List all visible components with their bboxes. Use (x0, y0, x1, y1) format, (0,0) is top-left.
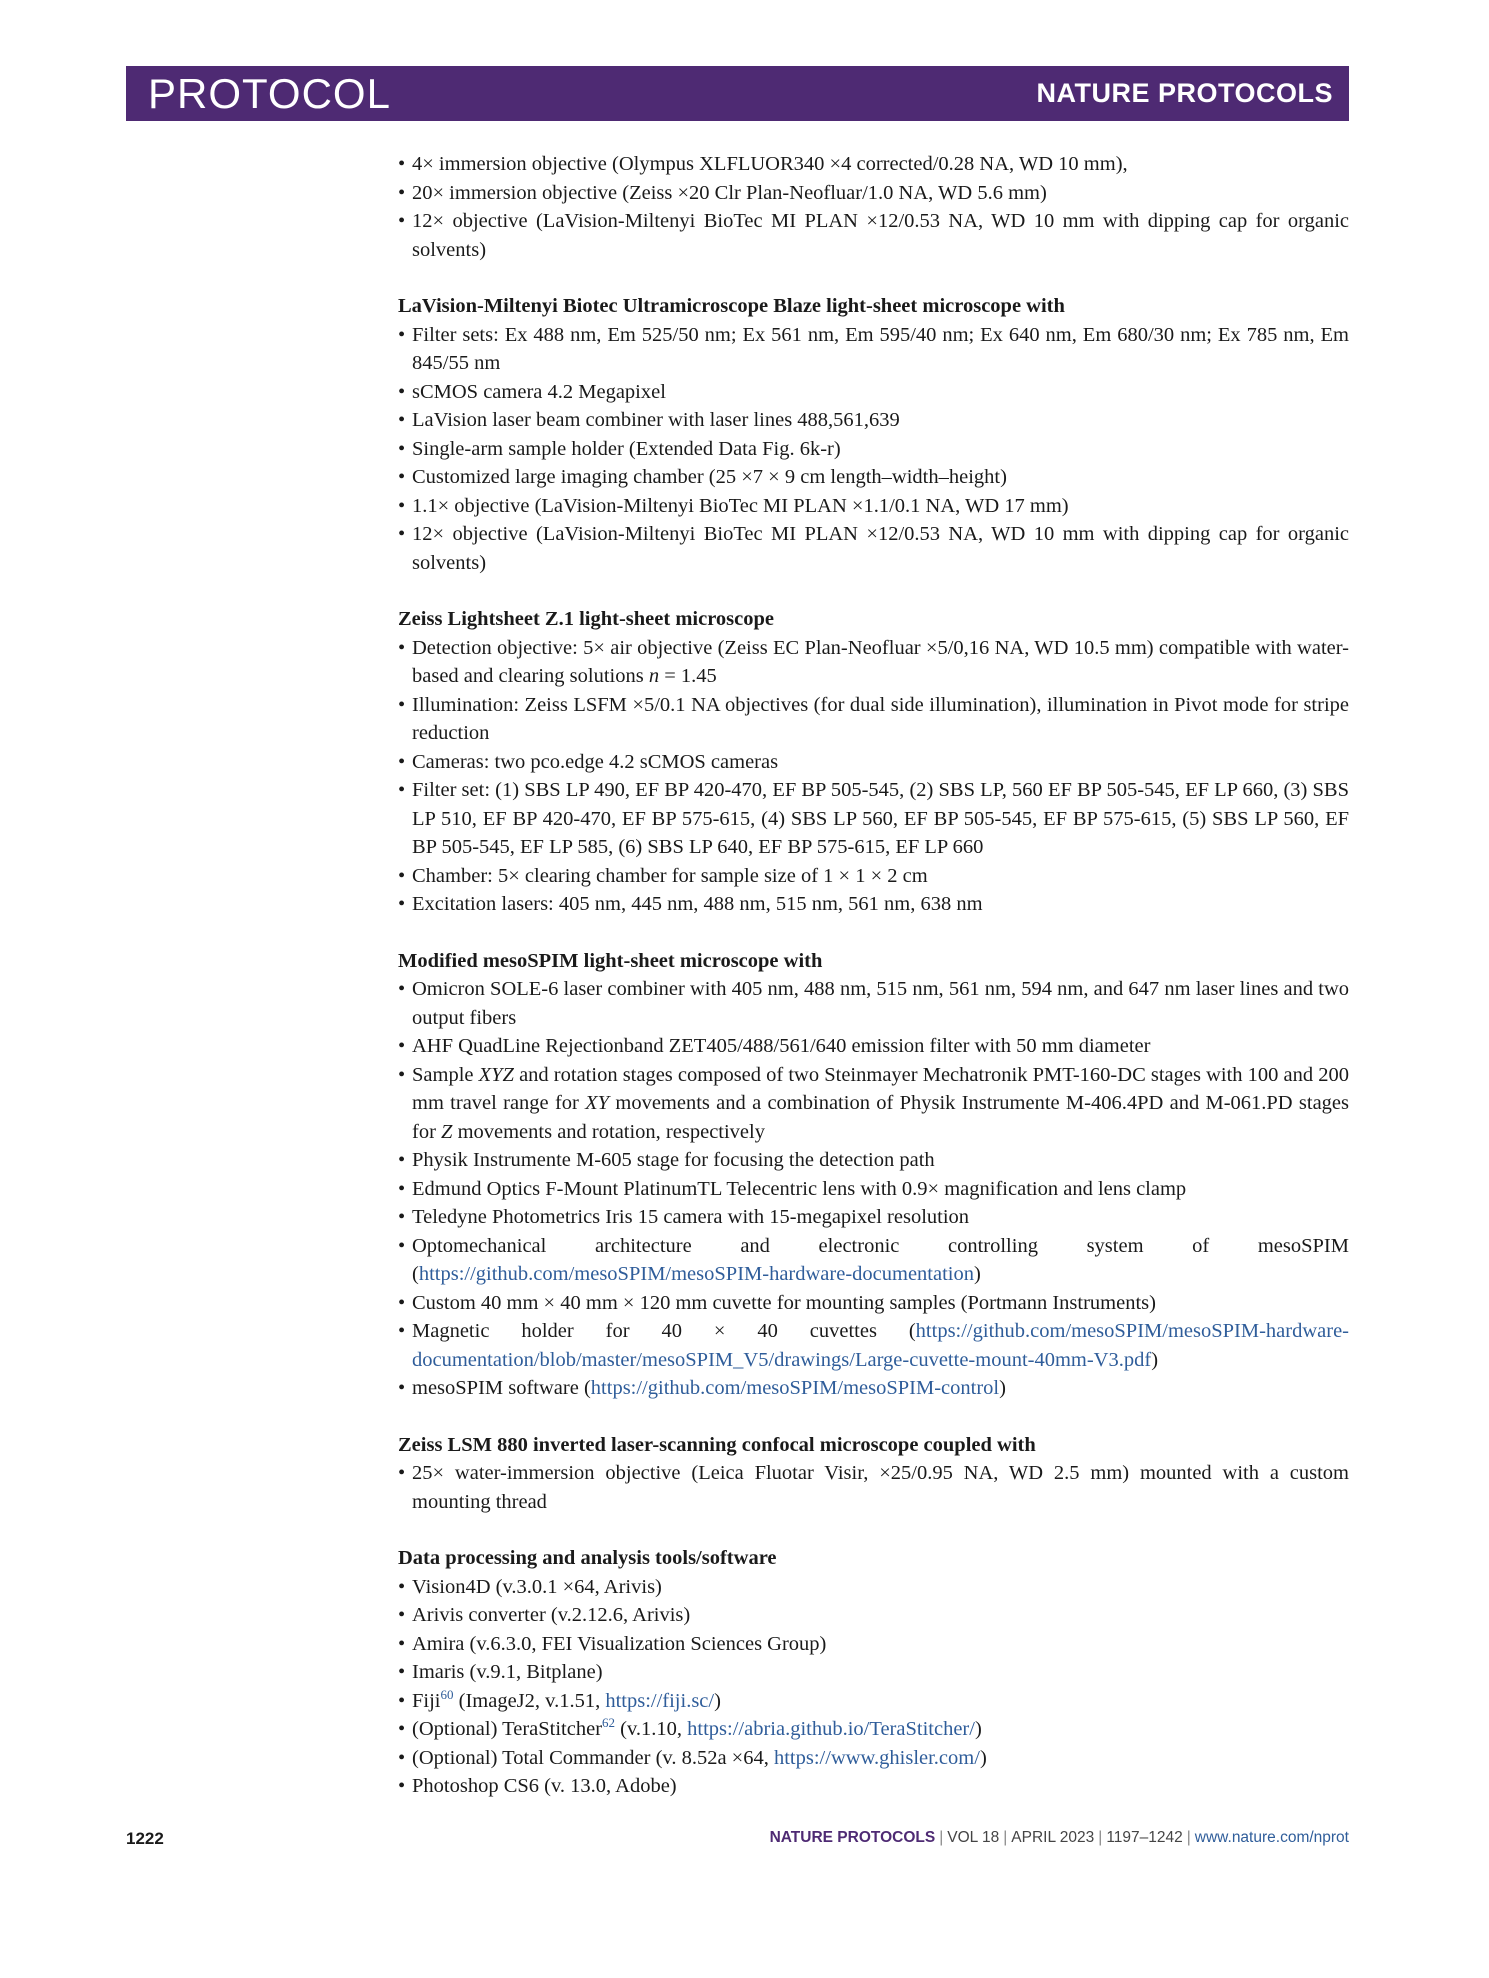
page-number: 1222 (126, 1829, 164, 1848)
text-run: movements and a combination of Physik Instrumente M-406.4PD and M-061.PD stages for (412, 1092, 1350, 1143)
list-item (398, 1601, 1349, 1630)
list-item (398, 1061, 1349, 1147)
list-item (398, 1630, 1349, 1659)
list-item (398, 435, 1349, 464)
list-item (398, 1317, 1349, 1374)
footer-journal: NATURE PROTOCOLS (769, 1829, 936, 1846)
text-run: ) (973, 1263, 981, 1285)
link[interactable]: https://fiji.sc/ (605, 1689, 715, 1712)
italic-text: XY (585, 1092, 610, 1114)
text-run: Customized large imaging chamber (25 ×7 × 9 cm length–width–height) (412, 466, 1007, 488)
list-item (398, 1573, 1349, 1602)
section-title: Modified mesoSPIM light-sheet microscope with (398, 949, 823, 972)
text-run: Chamber: 5× clearing chamber for sample size of 1 × 1 × 2 cm (412, 864, 928, 887)
section (398, 1544, 1349, 1801)
text-run: Arivis converter (v.2.12.6, Arivis) (412, 1604, 691, 1626)
bullet-list (398, 975, 1349, 1403)
italic-text: XYZ (478, 1063, 514, 1086)
list-item (398, 1032, 1349, 1061)
list-item (398, 1459, 1349, 1516)
text-run: Single-arm sample holder (Extended Data Fig. 6k-r) (412, 437, 841, 460)
text-run: Cameras: two pco.edge 4.2 sCMOS cameras (412, 750, 779, 773)
text-run: AHF QuadLine Rejectionband ZET405/488/561/640 emission filter with 50 mm diameter (412, 1035, 1151, 1057)
text-run: Physik Instrumente M-605 stage for focusing the detection path (412, 1149, 935, 1171)
section (398, 292, 1349, 577)
text-run: LaVision laser beam combiner with laser lines 488,561,639 (412, 409, 900, 431)
list-item (398, 179, 1349, 208)
italic-text: Z (441, 1120, 453, 1143)
text-run: Amira (v.6.3.0, FEI Visualization Sciences Group) (412, 1632, 827, 1655)
list-item (398, 1203, 1349, 1232)
list-item (398, 1175, 1349, 1204)
list-item (398, 634, 1349, 691)
list-item (398, 890, 1349, 919)
list-item (398, 1289, 1349, 1318)
text-run: Edmund Optics F-Mount PlatinumTL Telecentric lens with 0.9× magnification and lens clamp (412, 1177, 1187, 1200)
list-item (398, 150, 1349, 179)
text-run: Optomechanical architecture and electronic controlling system of mesoSPIM ( (412, 1234, 1349, 1285)
bullet-list (398, 634, 1349, 919)
text-run: 1.1× objective (LaVision-Miltenyi BioTec MI PLAN ×1.1/0.1 NA, WD 17 mm) (412, 494, 1069, 517)
text-run: Teledyne Photometrics Iris 15 camera with 15-megapixel resolution (412, 1206, 970, 1228)
section-title: Data processing and analysis tools/software (398, 1547, 777, 1569)
section-title: Zeiss LSM 880 inverted laser-scanning confocal microscope coupled with (398, 1433, 1036, 1456)
bullet-list (398, 1459, 1349, 1516)
section (398, 605, 1349, 919)
text-run: 12× objective (LaVision-Miltenyi BioTec MI PLAN ×12/0.53 NA, WD 10 mm with dipping cap for organic solvents) (412, 523, 1349, 574)
list-item (398, 975, 1349, 1032)
bullet-list (398, 321, 1349, 578)
article-type-label: PROTOCOL (148, 69, 391, 117)
text-run: Photoshop CS6 (v. 13.0, Adobe) (412, 1775, 677, 1797)
list-item (398, 492, 1349, 521)
list-item (398, 520, 1349, 577)
citation-ref[interactable]: 62 (602, 1715, 616, 1731)
text-run: ) (1151, 1348, 1159, 1371)
text-run: 20× immersion objective (Zeiss ×20 Clr Plan-Neofluar/1.0 NA, WD 5.6 mm) (412, 181, 1047, 204)
list-item (398, 1687, 1349, 1716)
bullet-list (398, 150, 1349, 264)
text-run: (ImageJ2, v.1.51, (453, 1689, 606, 1712)
list-item (398, 776, 1349, 862)
list-item (398, 321, 1349, 378)
list-item (398, 463, 1349, 492)
section (398, 947, 1349, 1403)
list-item (398, 1658, 1349, 1687)
text-run: Fiji (412, 1689, 441, 1712)
list-item (398, 378, 1349, 407)
text-run: mesoSPIM software ( (412, 1377, 591, 1399)
text-run: sCMOS camera 4.2 Megapixel (412, 380, 666, 403)
text-run: ) (714, 1689, 721, 1712)
link[interactable]: https://github.com/mesoSPIM/mesoSPIM-hardware-documentation/blob/master/mesoSPIM_V5/drawings/Large-cuvette-mount-40mm-V3.pdf (412, 1320, 1349, 1371)
italic-text: n (648, 665, 660, 687)
text-run: movements and rotation, respectively (452, 1120, 765, 1143)
text-run: 25× water-immersion objective (Leica Fluotar Visir, ×25/0.95 NA, WD 2.5 mm) mounted with a custom mounting thread (412, 1462, 1349, 1513)
section (398, 1431, 1349, 1517)
citation-ref[interactable]: 60 (440, 1686, 454, 1702)
text-run: Sample (412, 1063, 479, 1086)
footer-date: APRIL 2023 (1011, 1829, 1095, 1846)
bullet-list (398, 1573, 1349, 1801)
text-run: 4× immersion objective (Olympus XLFLUOR340 ×4 corrected/0.28 NA, WD 10 mm), (412, 153, 1128, 175)
text-run: Imaris (v.9.1, Bitplane) (412, 1661, 603, 1683)
link[interactable]: https://www.ghisler.com/ (773, 1746, 980, 1769)
list-item (398, 748, 1349, 777)
text-run: Detection objective: 5× air objective (Zeiss EC Plan-Neofluar ×5/0,16 NA, WD 10.5 mm) compatible with water-based and clearing solutions (412, 636, 1349, 687)
text-run: Custom 40 mm × 40 mm × 120 mm cuvette for mounting samples (Portmann Instruments) (412, 1291, 1156, 1314)
text-run: = 1.45 (659, 665, 717, 687)
journal-name: NATURE PROTOCOLS (1036, 78, 1333, 108)
list-item (398, 1744, 1349, 1773)
footer-citation: NATURE PROTOCOLS | VOL 18 | APRIL 2023 | 1197–1242 | www.nature.com/nprot (769, 1829, 1349, 1846)
list-item (398, 1715, 1349, 1744)
list-item (398, 691, 1349, 748)
list-item (398, 1232, 1349, 1289)
text-run: Filter set: (1) SBS LP 490, EF BP 420-470, EF BP 505-545, (2) SBS LP, 560 EF BP 505-545, EF LP 660, (3) SBS LP 510, EF BP 420-470, EF BP 575-615, (4) SBS LP 560, EF BP 505-545, EF BP 575-615, (5) SBS LP 560, EF BP 505-545, EF LP 585, (6) SBS LP 640, EF BP 575-615, EF LP 660 (412, 779, 1349, 858)
text-run: 12× objective (LaVision-Miltenyi BioTec MI PLAN ×12/0.53 NA, WD 10 mm with dipping cap for organic solvents) (412, 210, 1349, 261)
link[interactable]: https://github.com/mesoSPIM/mesoSPIM-control (590, 1377, 1000, 1399)
link[interactable]: https://abria.github.io/TeraStitcher/ (687, 1718, 975, 1740)
text-run: Filter sets: Ex 488 nm, Em 525/50 nm; Ex 561 nm, Em 595/40 nm; Ex 640 nm, Em 680/30 nm; Ex 785 nm, Em 845/55 nm (412, 323, 1349, 374)
list-item (398, 1146, 1349, 1175)
section (398, 150, 1349, 264)
main-content (398, 150, 1349, 1829)
text-run: and rotation stages composed of two Steinmayer Mechatronik PMT-160-DC stages with 100 and 200 mm travel range for (412, 1063, 1350, 1114)
footer-volume: VOL 18 (947, 1829, 1000, 1846)
list-item (398, 406, 1349, 435)
section-title: Zeiss Lightsheet Z.1 light-sheet microscope (398, 608, 774, 630)
text-run: (Optional) TeraStitcher (412, 1718, 603, 1740)
text-run: ) (979, 1746, 987, 1769)
list-item (398, 1374, 1349, 1403)
text-run: Illumination: Zeiss LSFM ×5/0.1 NA objectives (for dual side illumination), illumination in Pivot mode for stripe reduction (412, 693, 1349, 744)
text-run: (v.1.10, (615, 1718, 688, 1740)
list-item (398, 207, 1349, 264)
text-run: Magnetic holder for 40 × 40 cuvettes ( (412, 1320, 916, 1342)
text-run: (Optional) Total Commander (v. 8.52a ×64, (412, 1746, 774, 1769)
list-item (398, 862, 1349, 891)
footer-pages: 1197–1242 (1106, 1829, 1183, 1846)
text-run: Omicron SOLE-6 laser combiner with 405 nm, 488 nm, 515 nm, 561 nm, 594 nm, and 647 nm laser lines and two output fibers (412, 978, 1349, 1029)
footer-url[interactable]: www.nature.com/nprot (1194, 1829, 1349, 1846)
header-banner (126, 66, 1349, 121)
text-run: ) (974, 1718, 982, 1740)
link[interactable]: https://github.com/mesoSPIM/mesoSPIM-hardware-documentation (418, 1263, 974, 1285)
text-run: Excitation lasers: 405 nm, 445 nm, 488 nm, 515 nm, 561 nm, 638 nm (412, 893, 983, 915)
list-item (398, 1772, 1349, 1801)
text-run: ) (999, 1377, 1006, 1399)
section-title: LaVision-Miltenyi Biotec Ultramicroscope Blaze light-sheet microscope with (398, 295, 1065, 317)
text-run: Vision4D (v.3.0.1 ×64, Arivis) (412, 1575, 662, 1598)
